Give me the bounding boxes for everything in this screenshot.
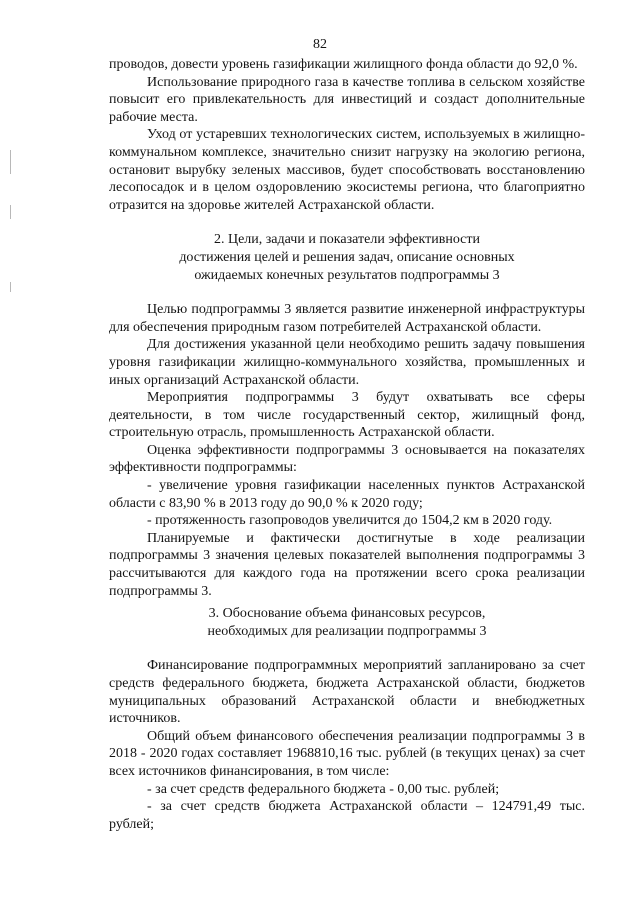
paragraph-measures: Мероприятия подпрограммы 3 будут охватывать все сферы деятельности, в том числе государственный сектор, жилищный фонд, строительную отрасль, промышленность Астраханской области. [109,390,585,441]
heading-line: ожидаемых конечных результатов подпрограммы 3 [194,267,500,283]
paragraph-task: Для достижения указанной цели необходимо решить задачу повышения уровня газификации жилищно-коммунального хозяйства, промышленных и иных организаций Астраханской области. [109,337,585,388]
section-heading-3 [109,605,585,640]
paragraph-financing-total: Общий объем финансового обеспечения реализации подпрограммы 3 в 2018 - 2020 годах составляет 1968810,16 тыс. рублей (в текущих ценах) за счет всех источников финансирования, в том числе: [109,728,585,779]
heading-line: 3. Обоснование объема финансовых ресурсов, [208,606,486,622]
heading-line: достижения целей и решения задач, описание основных [179,249,515,265]
paragraph-agriculture-gas: Использование природного газа в качестве топлива в сельском хозяйстве повысит его привлекательность для инвестиций и создаст дополнительные рабочие места. [109,74,585,125]
list-item: - протяженность газопроводов увеличится до 1504,2 км в 2020 году. [147,513,553,529]
page-number: 82 [313,37,327,52]
paragraph-efficiency: Оценка эффективности подпрограммы 3 основывается на показателях эффективности подпрограммы: [109,442,585,476]
paragraph-indicators: Планируемые и фактически достигнутые в ходе реализации подпрограммы 3 значения целевых показателей выполнения подпрограммы 3 рассчитываются для каждого года на протяжении всего срока реализации подпрограммы 3. [109,530,585,599]
scan-edge-mark [10,150,11,174]
scan-edge-mark [10,205,11,219]
list-item: - за счет средств бюджета Астраханской области – 124791,49 тыс. рублей; [109,799,585,832]
document-body [109,56,585,833]
heading-line: 2. Цели, задачи и показатели эффективности [213,232,481,248]
paragraph-goal: Целью подпрограммы 3 является развитие инженерной инфраструктуры для обеспечения природным газом потребителей Астраханской области. [109,302,585,335]
section-heading-2 [109,231,585,284]
heading-line: необходимых для реализации подпрограммы 3 [207,623,487,639]
list-item: - за счет средств федерального бюджета - 0,00 тыс. рублей; [147,781,500,797]
paragraph-ecology: Уход от устаревших технологических систем, используемых в жилищно-коммунальном комплексе, значительно снизит нагрузку на экологию региона, остановит вырубку зеленых массивов, будет способствовать восстановлению лесопосадок и в целом оздоровлению экосистемы региона, что благоприятно отразится на здоровье жителей Астраханской области. [109,127,585,213]
list-item: - увеличение уровня газификации населенных пунктов Астраханской области с 83,90 % в 2013 году до 90,0 % к 2020 году; [109,478,585,511]
paragraph-gasification-target: проводов, довести уровень газификации жилищного фонда области до 92,0 %. [109,57,578,72]
paragraph-financing-sources: Финансирование подпрограммных мероприятий запланировано за счет средств федерального бюджета, бюджета Астраханской области, бюджетов муниципальных образований Астраханской области и внебюджетных источников. [109,658,585,727]
scan-edge-mark [10,282,11,292]
